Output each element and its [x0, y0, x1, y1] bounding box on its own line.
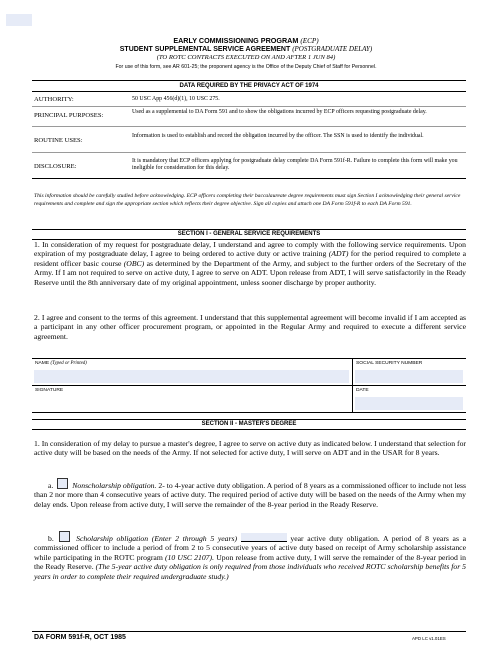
form-identifier: DA FORM 591f-R, OCT 1985 — [34, 634, 126, 641]
authority-text: 50 USC App 456(d)(1), 10 USC 275. — [132, 96, 220, 102]
nonscholarship-paragraph — [34, 478, 466, 509]
instructions-note: This information should be carefully studied before acknowledging. ECP officers completing their baccalaureate degree requirements must sign Section I acknowledging their general service requirements and complete and sign the appropriate section which reflects their degree objective. Sign all copies and attach one DA Form 591f-R to each DA Form 591. — [34, 193, 461, 207]
agreement-title — [0, 45, 492, 53]
privacy-act-title: DATA REQUIRED BY THE PRIVACY ACT OF 1974 — [32, 80, 466, 92]
routine-uses-text: Information is used to establish and record the obligation incurred by the officer. The SSN is used to identify the individual. — [132, 133, 424, 139]
p1-text-c: as determined by the Department of the Army, and subject to the further orders of the Secretary of the Army. If I am not required to serve on active duty, I agree to serve on ADT. Upon release from ADT, I will serve satisfactorily in the Ready Reserve until the 8th anniversary date of my original appointment, unless sooner discharge by proper authority. — [34, 258, 467, 287]
privacy-divider — [32, 106, 466, 107]
privacy-divider — [32, 152, 466, 153]
disclosure-text: It is mandatory that ECP officers applying for postgraduate delay complete DA Form 591f-R. Failure to complete this form will make you ineligible for consideration for this delay. — [132, 158, 458, 171]
nonscholarship-checkbox[interactable] — [57, 478, 68, 489]
section-2-paragraph-1: 1. In consideration of my delay to pursue a master's degree, I agree to serve on active duty as indicated below. I understand that selection for active duty will be based on the needs of the Army. If not selected for active duty, I will serve on ADT and in the USAR for 8 years. — [34, 439, 466, 458]
option-a-prefix: a. — [48, 481, 54, 490]
agreement-subtitle: (POSTGRADUATE DELAY) — [292, 45, 373, 53]
principal-purposes-text: Used as a supplemental to DA Form 591 and to show the obligations incurred by ECP officers requesting postgraduate delay. — [132, 109, 427, 115]
privacy-bottom-rule — [32, 178, 466, 179]
program-abbr: (ECP) — [300, 37, 319, 45]
option-a-title: Nonscholarship obligation. — [72, 481, 157, 490]
option-b-text-a: year active duty obligation. A period of 8 years as a commissioned officer to include a period of from 2 to 5 consecutive years of active duty based on receipt of Army scholarship assistance while participating in the ROTC program — [34, 534, 467, 562]
p1-adt: (ADT) — [328, 249, 349, 259]
date-label: DATE — [356, 388, 369, 393]
signature-label: SIGNATURE — [35, 388, 64, 393]
name-ssn-row — [32, 359, 466, 386]
p1-text-b: for the period required to complete a resident officer basic course — [34, 249, 467, 268]
name-label-text: NAME — [35, 361, 50, 366]
contract-note: (TO ROTC CONTRACTS EXECUTED ON AND AFTER 1 JUN 84) — [156, 54, 336, 61]
scholarship-checkbox[interactable] — [59, 531, 70, 542]
disclosure-label: DISCLOSURE: — [34, 163, 77, 170]
option-b-text-b: Upon release from active duty, I will serve the remainder of the 8-year period in the Ready Reserve. — [34, 552, 467, 572]
ssn-label: SOCIAL SECURITY NUMBER — [356, 361, 423, 366]
scholarship-paragraph — [34, 531, 466, 581]
name-hint: (Typed or Printed) — [50, 361, 87, 366]
signature-field[interactable] — [34, 397, 349, 410]
column-divider — [352, 386, 353, 412]
routine-uses-label: ROUTINE USES: — [34, 137, 83, 144]
form-version: APD LC v1.01ES — [412, 636, 446, 641]
option-b-title: Scholarship obligation (Enter 2 through 5 years) — [76, 534, 238, 543]
ssn-field[interactable] — [355, 370, 463, 383]
signature-date-row — [32, 386, 466, 413]
p1-text-a: 1. In consideration of my request for postgraduate delay, I understand and agree to comply with the following service requirements. Upon expiration of my postgraduate delay, I agree to being ordered to active duty or active training — [34, 240, 466, 259]
authority-label: AUTHORITY: — [34, 96, 74, 103]
column-divider — [352, 359, 353, 385]
date-field[interactable] — [355, 397, 463, 410]
section-2-title: SECTION II - MASTER'S DEGREE — [32, 419, 466, 430]
privacy-divider — [32, 126, 466, 127]
usage-note: For use of this form, see AR 601-25; the proponent agency is the Office of the Deputy Chief of Staff for Personnel. — [115, 64, 377, 70]
section-1-paragraph-1 — [34, 240, 466, 287]
program-title — [0, 36, 492, 45]
section-1-paragraph-2: 2. I agree and consent to the terms of this agreement. I understand that this supplemental agreement will become invalid if I am accepted as a participant in any other officer procurement program, or appointed in the Regular Army and required to execute a different service agreement. — [34, 313, 466, 341]
footer-rule — [32, 631, 466, 632]
name-label — [35, 361, 87, 366]
option-b-reference: (10 USC 2107). — [165, 552, 215, 562]
agreement-title-text: STUDENT SUPPLEMENTAL SERVICE AGREEMENT — [119, 46, 291, 53]
option-a-text: 2- to 4-year active duty obligation. A period of 8 years as a commissioned officer to include not less than 2 nor more than 4 consecutive years of active duty. The required period of active duty will be based on the needs of the Army when my delay ends. Upon release from active duty, I will serve the remainder of the 8-year period in the Ready Reserve. — [34, 481, 466, 509]
scholarship-years-field[interactable] — [241, 533, 287, 542]
option-b-note: (The 5-year active duty obligation is only required from those individuals who received ROTC scholarship benefits for 5 years in order to complete their required undergraduate study.) — [34, 562, 467, 581]
option-b-prefix: b. — [48, 534, 54, 543]
program-title-text: EARLY COMMISSIONING PROGRAM — [173, 36, 299, 45]
form-control-box[interactable] — [6, 14, 32, 26]
p1-obc: (OBC) — [123, 258, 145, 268]
name-field[interactable] — [34, 370, 349, 383]
section-1-title: SECTION I - GENERAL SERVICE REQUIREMENTS — [32, 229, 466, 240]
principal-purposes-label: PRINCIPAL PURPOSES: — [34, 112, 104, 119]
